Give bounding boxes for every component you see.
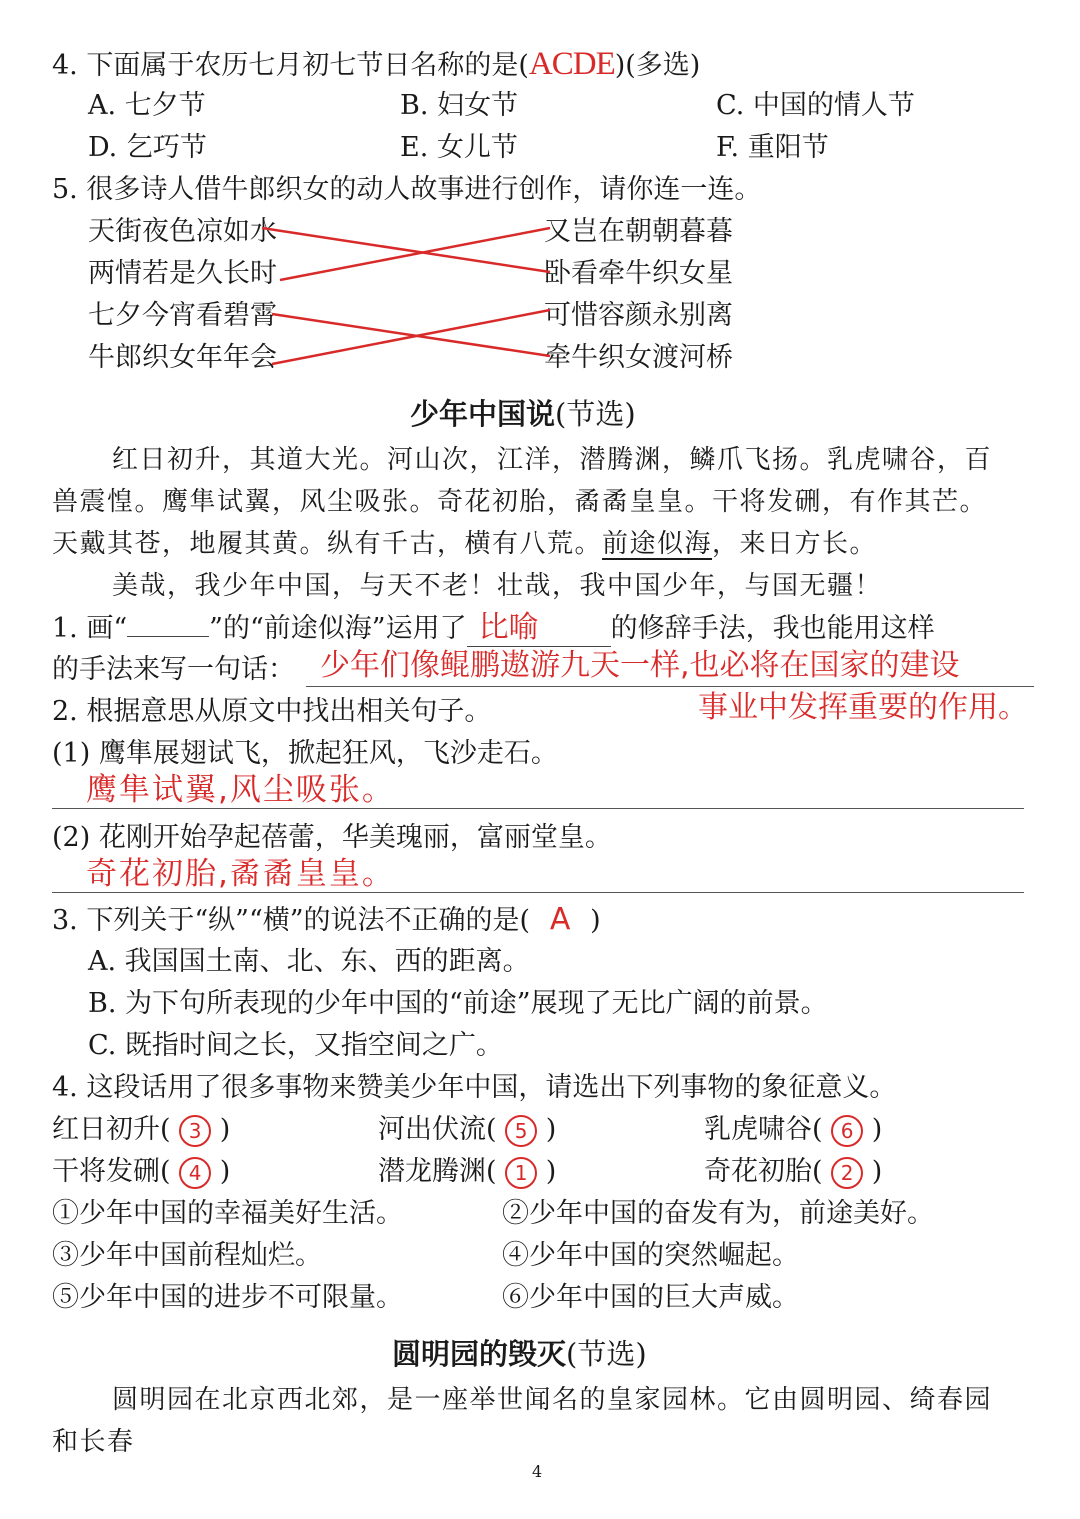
match-line-3 (272, 314, 550, 356)
q3-stem-line (52, 902, 601, 939)
q5-left-1: 天街夜色凉如水 (88, 216, 277, 247)
q4a-option-e: E. 女儿节 (400, 132, 518, 163)
answer-circle-4: 4 (179, 1157, 211, 1189)
section1-title (410, 396, 636, 432)
q4a-stem: 4. 下面属于农历七月初七节日名称的是( (52, 50, 529, 81)
q2-answer-rule-1 (52, 808, 1024, 809)
q3-option-a: A. 我国国土南、北、东、西的距离。 (88, 946, 530, 977)
q1-line-2 (52, 652, 295, 688)
passage1-line-1: 红日初升，其道大光。河山次，江洋，潜腾渊，鳞爪飞扬。乳虎啸谷，百 (112, 445, 993, 475)
answer-circle-6: 6 (831, 1115, 863, 1147)
symbol-label: 奇花初胎( (704, 1156, 823, 1187)
q5-right-3: 可惜容颜永别离 (544, 300, 733, 331)
q4a-option-c: C. 中国的情人节 (716, 90, 915, 121)
q3-answer: A (549, 902, 571, 937)
q3-close: ) (590, 905, 601, 936)
meaning-4: ④少年中国的突然崛起。 (502, 1240, 799, 1271)
section2-title (392, 1336, 647, 1372)
q5-right-1: 又岂在朝朝暮暮 (544, 216, 733, 247)
q1-line-1 (52, 610, 935, 647)
q1-part-1: 1. 画“ (52, 613, 128, 644)
symbol-item-6 (704, 1154, 882, 1190)
passage2-line-2: 和长春 (52, 1427, 135, 1457)
q4a-option-a: A. 七夕节 (88, 90, 206, 121)
underlined-phrase: 前途似海 (602, 529, 713, 559)
q5-stem: 5. 很多诗人借牛郎织女的动人故事进行创作，请你连一连。 (52, 174, 762, 205)
section2-subtitle: (节选) (566, 1337, 647, 1371)
q4a-option-f: F. 重阳节 (716, 132, 829, 163)
q5-left-3: 七夕今宵看碧霄 (88, 300, 277, 331)
symbol-item-3 (704, 1112, 882, 1148)
symbol-item-4 (52, 1154, 230, 1190)
q4a-option-d: D. 乞巧节 (88, 132, 207, 163)
q1-sentence-2: 事业中发挥重要的作用。 (698, 690, 1028, 725)
passage1-line-3-post: ，来日方长。 (712, 529, 878, 559)
answer-circle-3: 3 (179, 1115, 211, 1147)
section1-title-text: 少年中国说 (410, 397, 556, 431)
q1-answer: 比喻 (467, 610, 611, 647)
symbol-label: 红日初升( (52, 1114, 171, 1145)
symbol-item-5 (378, 1154, 556, 1190)
symbol-item-2 (378, 1112, 556, 1148)
match-line-4 (272, 310, 550, 364)
q2-sub-1: (1) 鹰隼展翅试飞，掀起狂风，飞沙走石。 (52, 738, 558, 769)
paren-close: ) (219, 1156, 231, 1187)
section1-subtitle: (节选) (555, 397, 636, 431)
passage2-line-1: 圆明园在北京西北郊，是一座举世闻名的皇家园林。它由圆明园、绮春园 (112, 1385, 993, 1415)
meaning-2: ②少年中国的奋发有为，前途美好。 (502, 1198, 934, 1229)
q3-option-b: B. 为下句所表现的少年中国的“前途”展现了无比广阔的前景。 (88, 988, 828, 1019)
q2-answer-2: 奇花初胎,矞矞皇皇。 (86, 856, 395, 892)
meaning-1: ①少年中国的幸福美好生活。 (52, 1198, 403, 1229)
q2-answer-1: 鹰隼试翼,风尘吸张。 (86, 772, 395, 808)
paren-close: ) (545, 1114, 557, 1145)
q1-sentence-1: 少年们像鲲鹏遨游九天一样,也必将在国家的建设 (320, 648, 960, 683)
q5-right-4: 牵牛织女渡河桥 (544, 342, 733, 373)
meaning-3: ③少年中国前程灿烂。 (52, 1240, 322, 1271)
q3-option-c: C. 既指时间之长，又指空间之广。 (88, 1030, 503, 1061)
paren-close: ) (219, 1114, 231, 1145)
answer-circle-1: 1 (505, 1157, 537, 1189)
q3-stem: 3. 下列关于“纵”“横”的说法不正确的是( (52, 905, 531, 936)
page-number: 4 (532, 1462, 543, 1481)
q4a-answer: ACDE (528, 46, 615, 82)
paren-close: ) (545, 1156, 557, 1187)
q1-part-2: ”的“前途似海”运用了 (209, 613, 467, 644)
symbol-label: 河出伏流( (378, 1114, 497, 1145)
q1-part-3: 的修辞手法，我也能用这样 (610, 613, 935, 644)
match-line-1 (262, 228, 550, 272)
paren-close: ) (871, 1114, 883, 1145)
q4a-option-b: B. 妇女节 (400, 90, 519, 121)
meaning-6: ⑥少年中国的巨大声威。 (502, 1282, 799, 1313)
q1-answer-rule (306, 686, 1034, 687)
q2-stem: 2. 根据意思从原文中找出相关句子。 (52, 696, 492, 727)
q1-part-4: 的手法来写一句话： (52, 654, 295, 685)
symbol-label: 乳虎啸谷( (704, 1114, 823, 1145)
q2-answer-rule-2 (52, 892, 1024, 893)
answer-circle-5: 5 (505, 1115, 537, 1147)
passage1-line-3 (52, 526, 877, 562)
passage1-line-4: 美哉，我少年中国，与天不老！壮哉，我中国少年，与国无疆！ (112, 571, 883, 601)
q5-right-2: 卧看牵牛织女星 (544, 258, 733, 289)
paren-close: ) (871, 1156, 883, 1187)
answer-circle-2: 2 (831, 1157, 863, 1189)
symbol-item-1 (52, 1112, 230, 1148)
q5-left-2: 两情若是久长时 (88, 258, 277, 289)
meaning-5: ⑤少年中国的进步不可限量。 (52, 1282, 403, 1313)
q2-sub-2: (2) 花刚开始孕起蓓蕾，华美瑰丽，富丽堂皇。 (52, 822, 612, 853)
q4b-stem: 4. 这段话用了很多事物来赞美少年中国，请选出下列事物的象征意义。 (52, 1072, 897, 1103)
passage1-line-3-pre: 天戴其苍，地履其黄。纵有千古，横有八荒。 (52, 529, 603, 559)
section2-title-text: 圆明园的毁灭 (392, 1337, 567, 1371)
q5-left-4: 牛郎织女年年会 (88, 342, 277, 373)
q4a-tail: )(多选) (614, 50, 701, 81)
q1-blank-mark (127, 612, 209, 637)
symbol-label: 干将发硎( (52, 1156, 171, 1187)
symbol-label: 潜龙腾渊( (378, 1156, 497, 1187)
passage1-line-2: 兽震惶。鹰隼试翼，风尘吸张。奇花初胎，矞矞皇皇。干将发硎，有作其芒。 (52, 487, 988, 517)
